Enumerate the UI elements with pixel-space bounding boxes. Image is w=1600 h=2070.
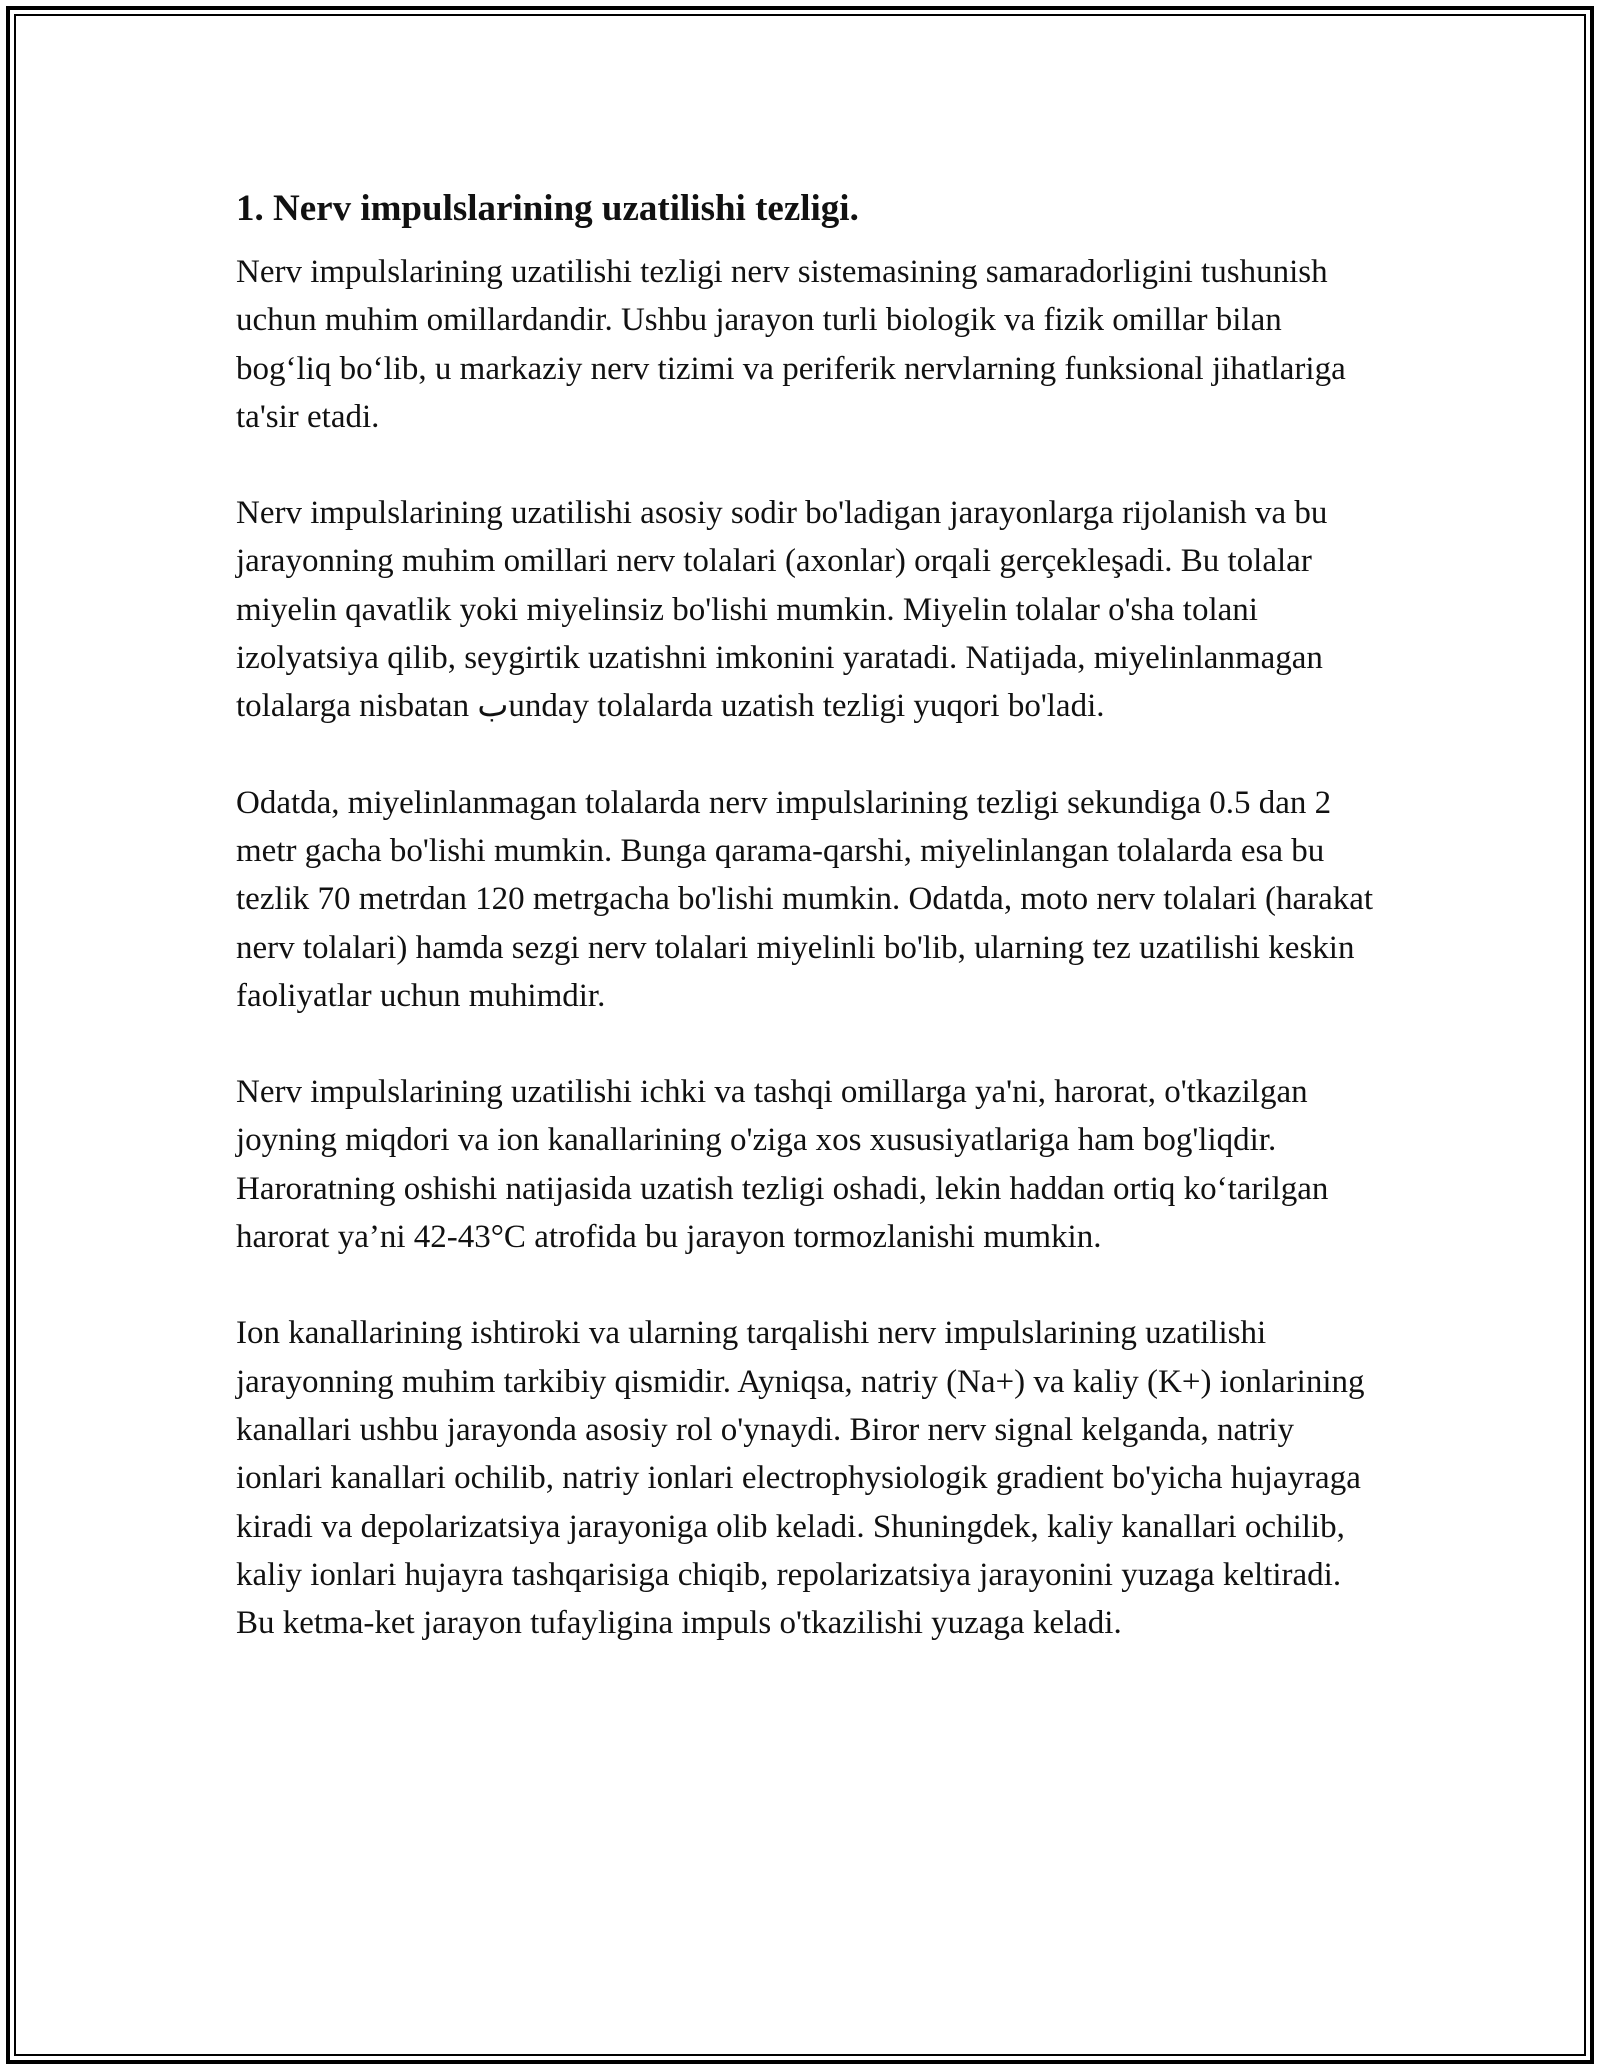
document-body <box>236 185 1376 1647</box>
paragraph-intro: Nerv impulslarining uzatilishi tezligi nerv sistemasining samaradorligini tushunish uchun muhim omillardandir. Ushbu jarayon turli biologik va fizik omillar bilan bogʻliq boʻlib, u markaziy nerv tizimi va periferik nervlarning funksional jihatlariga ta'sir etadi. <box>236 254 1346 435</box>
paragraph-ion-channels: Ion kanallarining ishtiroki va ularning tarqalishi nerv impulslarining uzatilishi jarayonning muhim tarkibiy qismidir. Ayniqsa, natriy (Na+) va kaliy (K+) ionlarining kanallari ushbu jarayonda asosiy rol o'ynaydi. Biror nerv signal kelganda, natriy ionlari kanallari ochilib, natriy ionlari electrophysiologik gradient bo'yicha hujayraga kiradi va depolarizatsiya jarayoniga olib keladi. Shuningdek, kaliy kanallari ochilib, kaliy ionlari hujayra tashqarisiga chiqib, repolarizatsiya jarayonini yuzaga keltiradi. Bu ketma-ket jarayon tufayligina impuls o'tkazilishi yuzaga keladi. <box>236 1315 1365 1642</box>
paragraph-speeds: Odatda, miyelinlanmagan tolalarda nerv impulslarining tezligi sekundiga 0.5 dan 2 metr gacha bo'lishi mumkin. Bunga qarama-qarshi, miyelinlangan tolalarda esa bu tezlik 70 metrdan 120 metrgacha bo'lishi mumkin. Odatda, moto nerv tolalari (harakat nerv tolalari) hamda sezgi nerv tolalari miyelinli bo'lib, ularning tez uzatilishi keskin faoliyatlar uchun muhimdir. <box>236 784 1374 1014</box>
paragraph-axons: Nerv impulslarining uzatilishi asosiy sodir bo'ladigan jarayonlarga rijolanish va bu jarayonning muhim omillari nerv tolalari (axonlar) orqali gerçekleşadi. Bu tolalar miyelin qavatlik yoki miyelinsiz bo'lishi mumkin. Miyelin tolalar o'sha tolani izolyatsiya qilib, seygirtik uzatishni imkonini yaratadi. Natijada, miyelinlanmagan tolalarga nisbatan بunday tolalarda uzatish tezligi yuqori bo'ladi. <box>236 495 1328 725</box>
paragraph-temperature: Nerv impulslarining uzatilishi ichki va tashqi omillarga ya'ni, harorat, o'tkazilgan joyning miqdori va ion kanallarining o'ziga xos xususiyatlariga ham bog'liqdir. Haroratning oshishi natijasida uzatish tezligi oshadi, lekin haddan ortiq koʻtarilgan harorat ya’ni 42-43°C atrofida bu jarayon tormozlanishi mumkin. <box>236 1074 1329 1256</box>
section-heading: 1. Nerv impulslarining uzatilishi tezligi. <box>236 188 859 229</box>
